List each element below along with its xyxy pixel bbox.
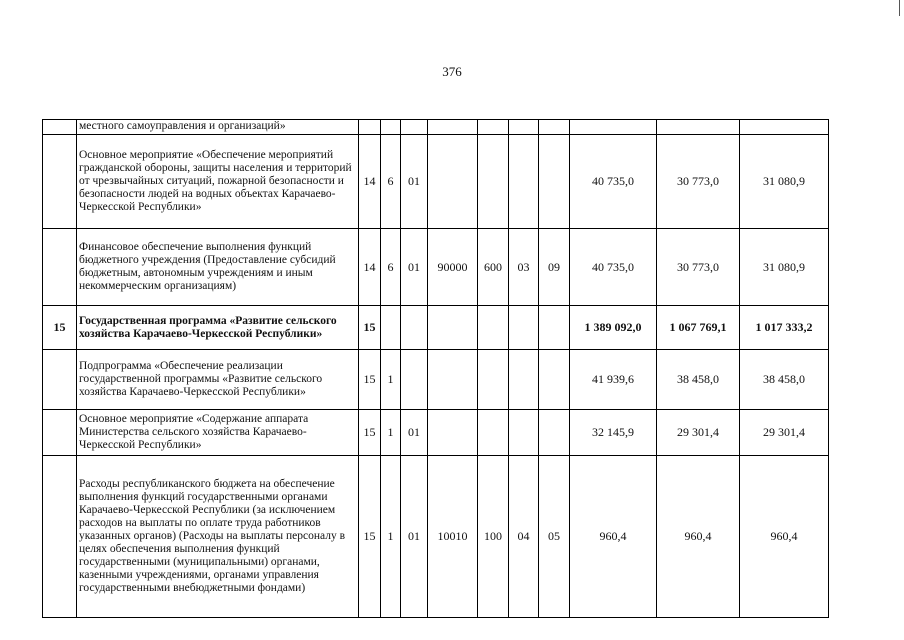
- code-rz: 03: [509, 229, 539, 306]
- row-number: [43, 120, 77, 135]
- code-dir: 90000: [428, 229, 478, 306]
- row-number: [43, 135, 77, 229]
- code-rz: 04: [509, 456, 539, 618]
- code-rz: [509, 410, 539, 456]
- code-vr: 100: [478, 456, 509, 618]
- code-rz: [509, 120, 539, 135]
- code-om: 01: [401, 456, 428, 618]
- code-om: 01: [401, 135, 428, 229]
- table-row: [43, 410, 829, 456]
- code-pr: [539, 135, 570, 229]
- code-om: 01: [401, 229, 428, 306]
- code-gp: 15: [359, 306, 381, 350]
- code-pr: [539, 120, 570, 135]
- row-name: местного самоуправления и организаций»: [77, 120, 359, 135]
- row-name: Государственная программа «Развитие сельского хозяйства Карачаево-Черкесской Республики»: [77, 306, 359, 350]
- code-rz: [509, 306, 539, 350]
- code-pp: 6: [381, 229, 401, 306]
- amount-year-2: [657, 120, 740, 135]
- code-gp: 15: [359, 410, 381, 456]
- code-dir: [428, 120, 478, 135]
- table-row: [43, 456, 829, 618]
- amount-year-1: 1 389 092,0: [570, 306, 657, 350]
- amount-year-3: 38 458,0: [740, 350, 829, 410]
- code-dir: [428, 350, 478, 410]
- amount-year-2: 38 458,0: [657, 350, 740, 410]
- table-row: [43, 135, 829, 229]
- code-pp: 6: [381, 135, 401, 229]
- row-number: 15: [43, 306, 77, 350]
- amount-year-3: 960,4: [740, 456, 829, 618]
- code-om: [401, 120, 428, 135]
- amount-year-3: 29 301,4: [740, 410, 829, 456]
- row-number: [43, 410, 77, 456]
- code-dir: [428, 306, 478, 350]
- amount-year-2: 29 301,4: [657, 410, 740, 456]
- amount-year-1: 41 939,6: [570, 350, 657, 410]
- amount-year-2: 1 067 769,1: [657, 306, 740, 350]
- row-name: Расходы республиканского бюджета на обеспечение выполнения функций государственными органами Карачаево-Черкесской Республики (за исключением расходов на выплаты по оплате труда работников указанных органов) (Расходы на выплаты персоналу в целях обеспечения выполнения функций государственными (муниципальными) органами, казенными учреждениями, органами управления государственными внебюджетными фондами): [77, 456, 359, 618]
- code-vr: 600: [478, 229, 509, 306]
- row-name: Финансовое обеспечение выполнения функций бюджетного учреждения (Предоставление субсидий бюджетным, автономным учреждениям и иным некоммерческим организациям): [77, 229, 359, 306]
- code-gp: 14: [359, 135, 381, 229]
- code-vr: [478, 135, 509, 229]
- code-om: [401, 350, 428, 410]
- table-row: [43, 306, 829, 350]
- code-pp: [381, 306, 401, 350]
- code-pp: 1: [381, 350, 401, 410]
- row-name: Подпрограмма «Обеспечение реализации государственной программы «Развитие сельского хозяйства Карачаево-Черкесской Республики»: [77, 350, 359, 410]
- code-pr: [539, 306, 570, 350]
- amount-year-3: 31 080,9: [740, 229, 829, 306]
- code-gp: [359, 120, 381, 135]
- code-rz: [509, 135, 539, 229]
- code-gp: 14: [359, 229, 381, 306]
- code-dir: 10010: [428, 456, 478, 618]
- code-vr: [478, 410, 509, 456]
- page-number: 376: [442, 64, 462, 79]
- table-row: [43, 350, 829, 410]
- code-pr: [539, 350, 570, 410]
- code-pp: [381, 120, 401, 135]
- table-row: [43, 120, 829, 135]
- table-row: [43, 229, 829, 306]
- code-vr: [478, 306, 509, 350]
- code-om: 01: [401, 410, 428, 456]
- code-pr: [539, 410, 570, 456]
- code-vr: [478, 120, 509, 135]
- code-gp: 15: [359, 456, 381, 618]
- page-corner-mark: [899, 0, 900, 16]
- row-number: [43, 456, 77, 618]
- amount-year-1: 32 145,9: [570, 410, 657, 456]
- amount-year-1: [570, 120, 657, 135]
- amount-year-2: 960,4: [657, 456, 740, 618]
- code-pp: 1: [381, 456, 401, 618]
- amount-year-3: 31 080,9: [740, 135, 829, 229]
- code-pp: 1: [381, 410, 401, 456]
- code-pr: 05: [539, 456, 570, 618]
- row-name: Основное мероприятие «Обеспечение мероприятий гражданской обороны, защиты населения и территорий от чрезвычайных ситуаций, пожарной безопасности и безопасности людей на водных объектах Карачаево-Черкесской Республики»: [77, 135, 359, 229]
- amount-year-2: 30 773,0: [657, 135, 740, 229]
- amount-year-3: [740, 120, 829, 135]
- code-dir: [428, 410, 478, 456]
- code-gp: 15: [359, 350, 381, 410]
- row-name: Основное мероприятие «Содержание аппарата Министерства сельского хозяйства Карачаево-Черкесской Республики»: [77, 410, 359, 456]
- row-number: [43, 350, 77, 410]
- code-pr: 09: [539, 229, 570, 306]
- code-rz: [509, 350, 539, 410]
- row-number: [43, 229, 77, 306]
- code-vr: [478, 350, 509, 410]
- amount-year-3: 1 017 333,2: [740, 306, 829, 350]
- amount-year-1: 40 735,0: [570, 135, 657, 229]
- code-dir: [428, 135, 478, 229]
- amount-year-2: 30 773,0: [657, 229, 740, 306]
- amount-year-1: 960,4: [570, 456, 657, 618]
- budget-table: [42, 119, 829, 618]
- amount-year-1: 40 735,0: [570, 229, 657, 306]
- code-om: [401, 306, 428, 350]
